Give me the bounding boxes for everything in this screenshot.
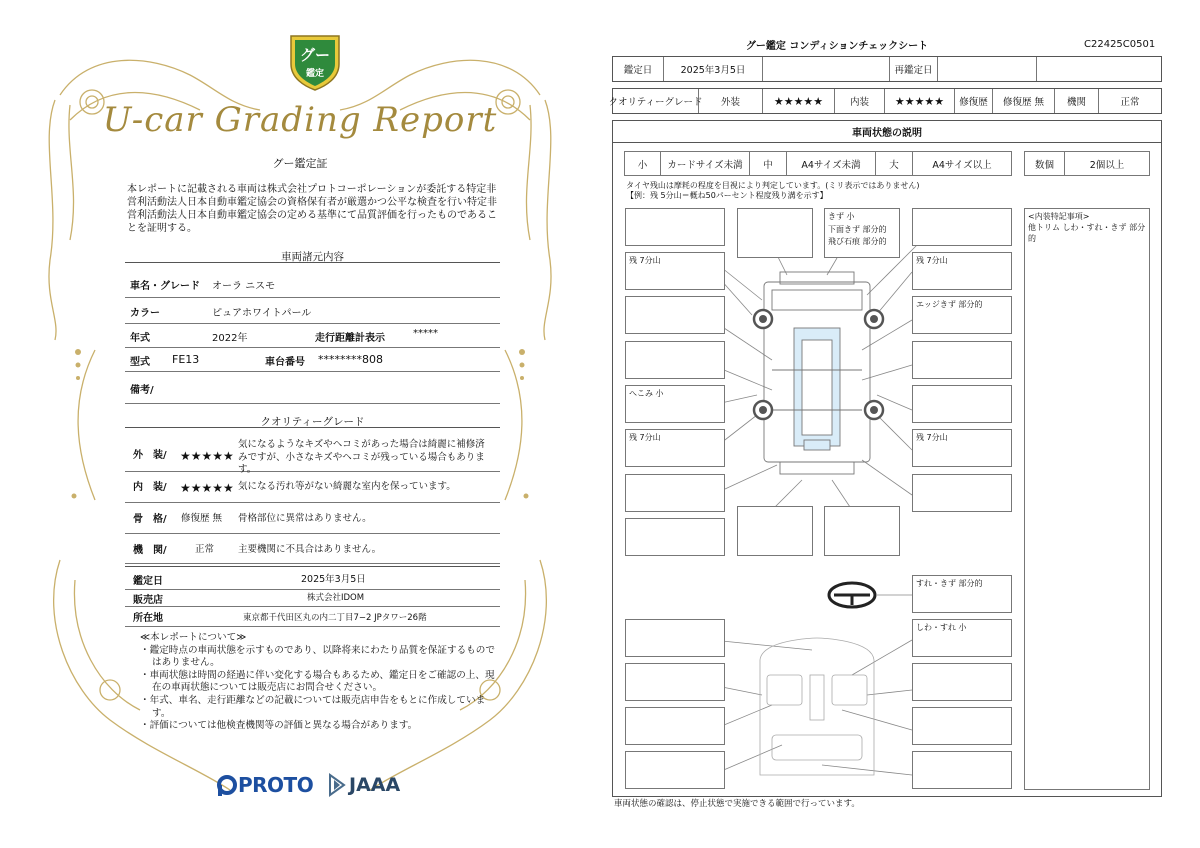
note-box-left-rear-tire: 残 7分山 bbox=[625, 429, 725, 467]
tire-note-1: タイヤ残山は摩耗の程度を目視により判定しています。(ミリ表示ではありません) bbox=[626, 181, 920, 190]
proto-text: PROTO bbox=[238, 773, 314, 797]
date-row bbox=[612, 56, 1162, 82]
goo-appraisal-badge bbox=[286, 30, 344, 92]
frame-desc: 骨格部位に異常はありません。 bbox=[238, 513, 372, 524]
exterior-desc: 気になるようなキズやヘコミがあった場合は綺麗に補修済みですが、小さなキズやヘコミが残っている場合もあります。 bbox=[238, 439, 485, 475]
spec-section-title: 車両諸元内容 bbox=[281, 251, 344, 263]
note-box-right-edge: エッジきず 部分的 bbox=[912, 296, 1012, 334]
note-box bbox=[625, 619, 725, 657]
engine-desc: 主要機関に不具合はありません。 bbox=[238, 544, 382, 555]
note-box bbox=[737, 208, 813, 258]
name-value: オーラ ニスモ bbox=[212, 281, 276, 292]
note-item: ・鑑定時点の車両状態を示すものであり、以降将来にわたり品質を保証するものではありません。 bbox=[140, 644, 495, 669]
tire-note-2: 【例：残 5分山＝概ね50パーセント程度残り溝を示す】 bbox=[626, 191, 828, 200]
interior-desc: 気になる汚れ等がない綺麗な室内を保っています。 bbox=[238, 481, 456, 492]
note-box-right-rear-tire: 残 7分山 bbox=[912, 429, 1012, 467]
spec-row-model bbox=[125, 347, 500, 372]
jaaa-mark-icon bbox=[328, 773, 346, 797]
legend-count: 数個 bbox=[1025, 152, 1065, 175]
engine-label: 機 関/ bbox=[133, 545, 167, 556]
note-box bbox=[625, 474, 725, 512]
info-row-address bbox=[125, 606, 500, 627]
interior-label: 内 装/ bbox=[133, 482, 167, 493]
note-box-front-center: きず 小 下面きず 部分的 飛び石痕 部分的 bbox=[824, 208, 900, 258]
chassis-label: 車台番号 bbox=[265, 357, 305, 368]
remarks-label: 備考/ bbox=[130, 385, 154, 396]
spec-row-name bbox=[125, 270, 500, 298]
date-label: 鑑定日 bbox=[613, 57, 664, 81]
grade-label: クオリティーグレード bbox=[613, 89, 699, 113]
legend-small: 小 bbox=[625, 152, 661, 175]
quality-row-interior bbox=[125, 471, 500, 503]
exterior-label: 外 装/ bbox=[133, 450, 167, 461]
jaaa-logo bbox=[328, 770, 400, 800]
proto-mark-icon bbox=[216, 773, 238, 797]
info-row-dealer bbox=[125, 588, 500, 607]
note-box bbox=[625, 707, 725, 745]
dealer-label: 販売店 bbox=[133, 595, 163, 606]
note-item: ・車両状態は時間の経過に伴い変化する場合もあるため、鑑定日をご確認の上、現在の車両状態については販売店にお問合せください。 bbox=[140, 669, 495, 694]
note-box bbox=[912, 751, 1012, 789]
jaaa-text: JAAA bbox=[349, 774, 401, 796]
frame-label: 骨 格/ bbox=[133, 514, 167, 525]
report-notes bbox=[140, 632, 500, 733]
legend-large-desc: A4サイズ以上 bbox=[932, 159, 992, 171]
dealer-value: 株式会社IDOM bbox=[307, 593, 365, 603]
spec-row-remarks bbox=[125, 371, 500, 404]
name-label: 車名・グレード bbox=[130, 281, 200, 292]
int-label: 内装 bbox=[835, 89, 885, 113]
spec-divider-top bbox=[125, 262, 500, 263]
appraisal-date-label: 鑑定日 bbox=[133, 576, 163, 587]
address-label: 所在地 bbox=[133, 613, 163, 624]
mileage-value: ***** bbox=[413, 328, 438, 339]
note-box bbox=[912, 385, 1012, 423]
date-empty bbox=[763, 57, 890, 81]
engine-value: 正常 bbox=[195, 544, 215, 555]
note-box-right-front-tire: 残 7分山 bbox=[912, 252, 1012, 290]
note-item: ・評価については他検査機関等の評価と異なる場合があります。 bbox=[140, 720, 418, 732]
quality-section-title: クオリティーグレード bbox=[260, 416, 365, 428]
interior-notes-text: 他トリム しわ・すれ・きず 部分的 bbox=[1028, 223, 1146, 243]
note-item: ・年式、車名、走行距離などの記載については販売店申告をもとに作成しています。 bbox=[140, 694, 486, 719]
address-value: 東京都千代田区丸の内二丁目7−2 JPタワー26階 bbox=[243, 613, 427, 623]
sheet-footer: 車両状態の確認は、停止状態で実施できる範囲で行っています。 bbox=[614, 799, 860, 809]
info-row-date bbox=[125, 566, 500, 590]
quality-row-frame bbox=[125, 502, 500, 534]
legend-count-desc: 2個以上 bbox=[1089, 159, 1125, 171]
report-title: U-car Grading Report bbox=[102, 100, 498, 140]
int-value: ★★★★★ bbox=[885, 89, 955, 113]
legend-medium-desc: A4サイズ未満 bbox=[787, 152, 876, 175]
note-box bbox=[625, 296, 725, 334]
repair-label: 修復歴 bbox=[955, 89, 993, 113]
note-box-steering: すれ・きず 部分的 bbox=[912, 575, 1012, 613]
note-box bbox=[625, 751, 725, 789]
note-box bbox=[625, 208, 725, 246]
note-box bbox=[625, 663, 725, 701]
interior-notes-box bbox=[1024, 208, 1150, 790]
badge-bottom-text: 鑑定 bbox=[305, 69, 325, 79]
sheet-code: C22425C0501 bbox=[1084, 39, 1156, 50]
ext-label: 外装 bbox=[699, 89, 763, 113]
sheet-title: グー鑑定 コンディションチェックシート bbox=[745, 41, 929, 52]
interior-notes-title: <内装特記事項> bbox=[1028, 212, 1090, 221]
reinspect-value bbox=[938, 57, 1037, 81]
note-box-left-dent: へこみ 小 bbox=[625, 385, 725, 423]
note-box bbox=[824, 506, 900, 556]
note-box bbox=[912, 707, 1012, 745]
count-legend bbox=[1024, 151, 1150, 176]
reinspect-label: 再鑑定日 bbox=[890, 57, 938, 81]
year-label: 年式 bbox=[130, 333, 150, 344]
model-value: FE13 bbox=[172, 353, 200, 366]
certificate-title: グー鑑定証 bbox=[272, 157, 328, 170]
quality-row-exterior bbox=[125, 435, 500, 475]
frame-value: 修復歴 無 bbox=[181, 513, 223, 524]
note-box bbox=[625, 518, 725, 556]
note-box bbox=[625, 341, 725, 379]
appraisal-date-value: 2025年3月5日 bbox=[301, 574, 366, 585]
note-box bbox=[912, 474, 1012, 512]
spec-row-year bbox=[125, 323, 500, 348]
size-legend bbox=[624, 151, 1012, 176]
spec-row-color bbox=[125, 297, 500, 324]
color-value: ピュアホワイトパール bbox=[212, 308, 312, 319]
quality-row-engine bbox=[125, 533, 500, 564]
note-box-left-front-tire: 残 7分山 bbox=[625, 252, 725, 290]
quality-divider-top bbox=[125, 427, 500, 428]
chassis-value: ********808 bbox=[318, 353, 383, 366]
interior-stars: ★★★★★ bbox=[180, 481, 234, 495]
mileage-label: 走行距離計表示 bbox=[315, 333, 385, 344]
model-label: 型式 bbox=[130, 357, 150, 368]
grade-row bbox=[608, 88, 1162, 114]
legend-medium: 中 bbox=[750, 152, 787, 175]
repair-value: 修復歴 無 bbox=[993, 89, 1055, 113]
engine-label: 機関 bbox=[1055, 89, 1099, 113]
proto-logo bbox=[216, 770, 313, 800]
date-value: 2025年3月5日 bbox=[664, 57, 763, 81]
certificate-text: 本レポートに記載される車両は株式会社プロトコーポレーションが委託する特定非営利活動法人日本自動車鑑定協会の資格保有者が厳選かつ公平な検査を行い特定非営利活動法人日本自動車鑑定協会の定める基準にて品質評価を行ったものであることを証明する。 bbox=[127, 184, 497, 234]
year-value: 2022年 bbox=[212, 333, 248, 344]
legend-large: 大 bbox=[876, 152, 913, 175]
note-box bbox=[912, 663, 1012, 701]
badge-top-text: グー bbox=[299, 46, 331, 64]
note-box bbox=[912, 208, 1012, 246]
ext-value: ★★★★★ bbox=[763, 89, 835, 113]
condition-title: 車両状態の説明 bbox=[612, 120, 1162, 143]
notes-title: ≪本レポートについて≫ bbox=[140, 632, 247, 643]
note-box-seat: しわ・すれ 小 bbox=[912, 619, 1012, 657]
color-label: カラー bbox=[130, 308, 160, 319]
note-box bbox=[737, 506, 813, 556]
note-box bbox=[912, 341, 1012, 379]
engine-value: 正常 bbox=[1120, 97, 1140, 108]
legend-small-desc: カードサイズ未満 bbox=[661, 152, 750, 175]
exterior-stars: ★★★★★ bbox=[180, 449, 234, 463]
